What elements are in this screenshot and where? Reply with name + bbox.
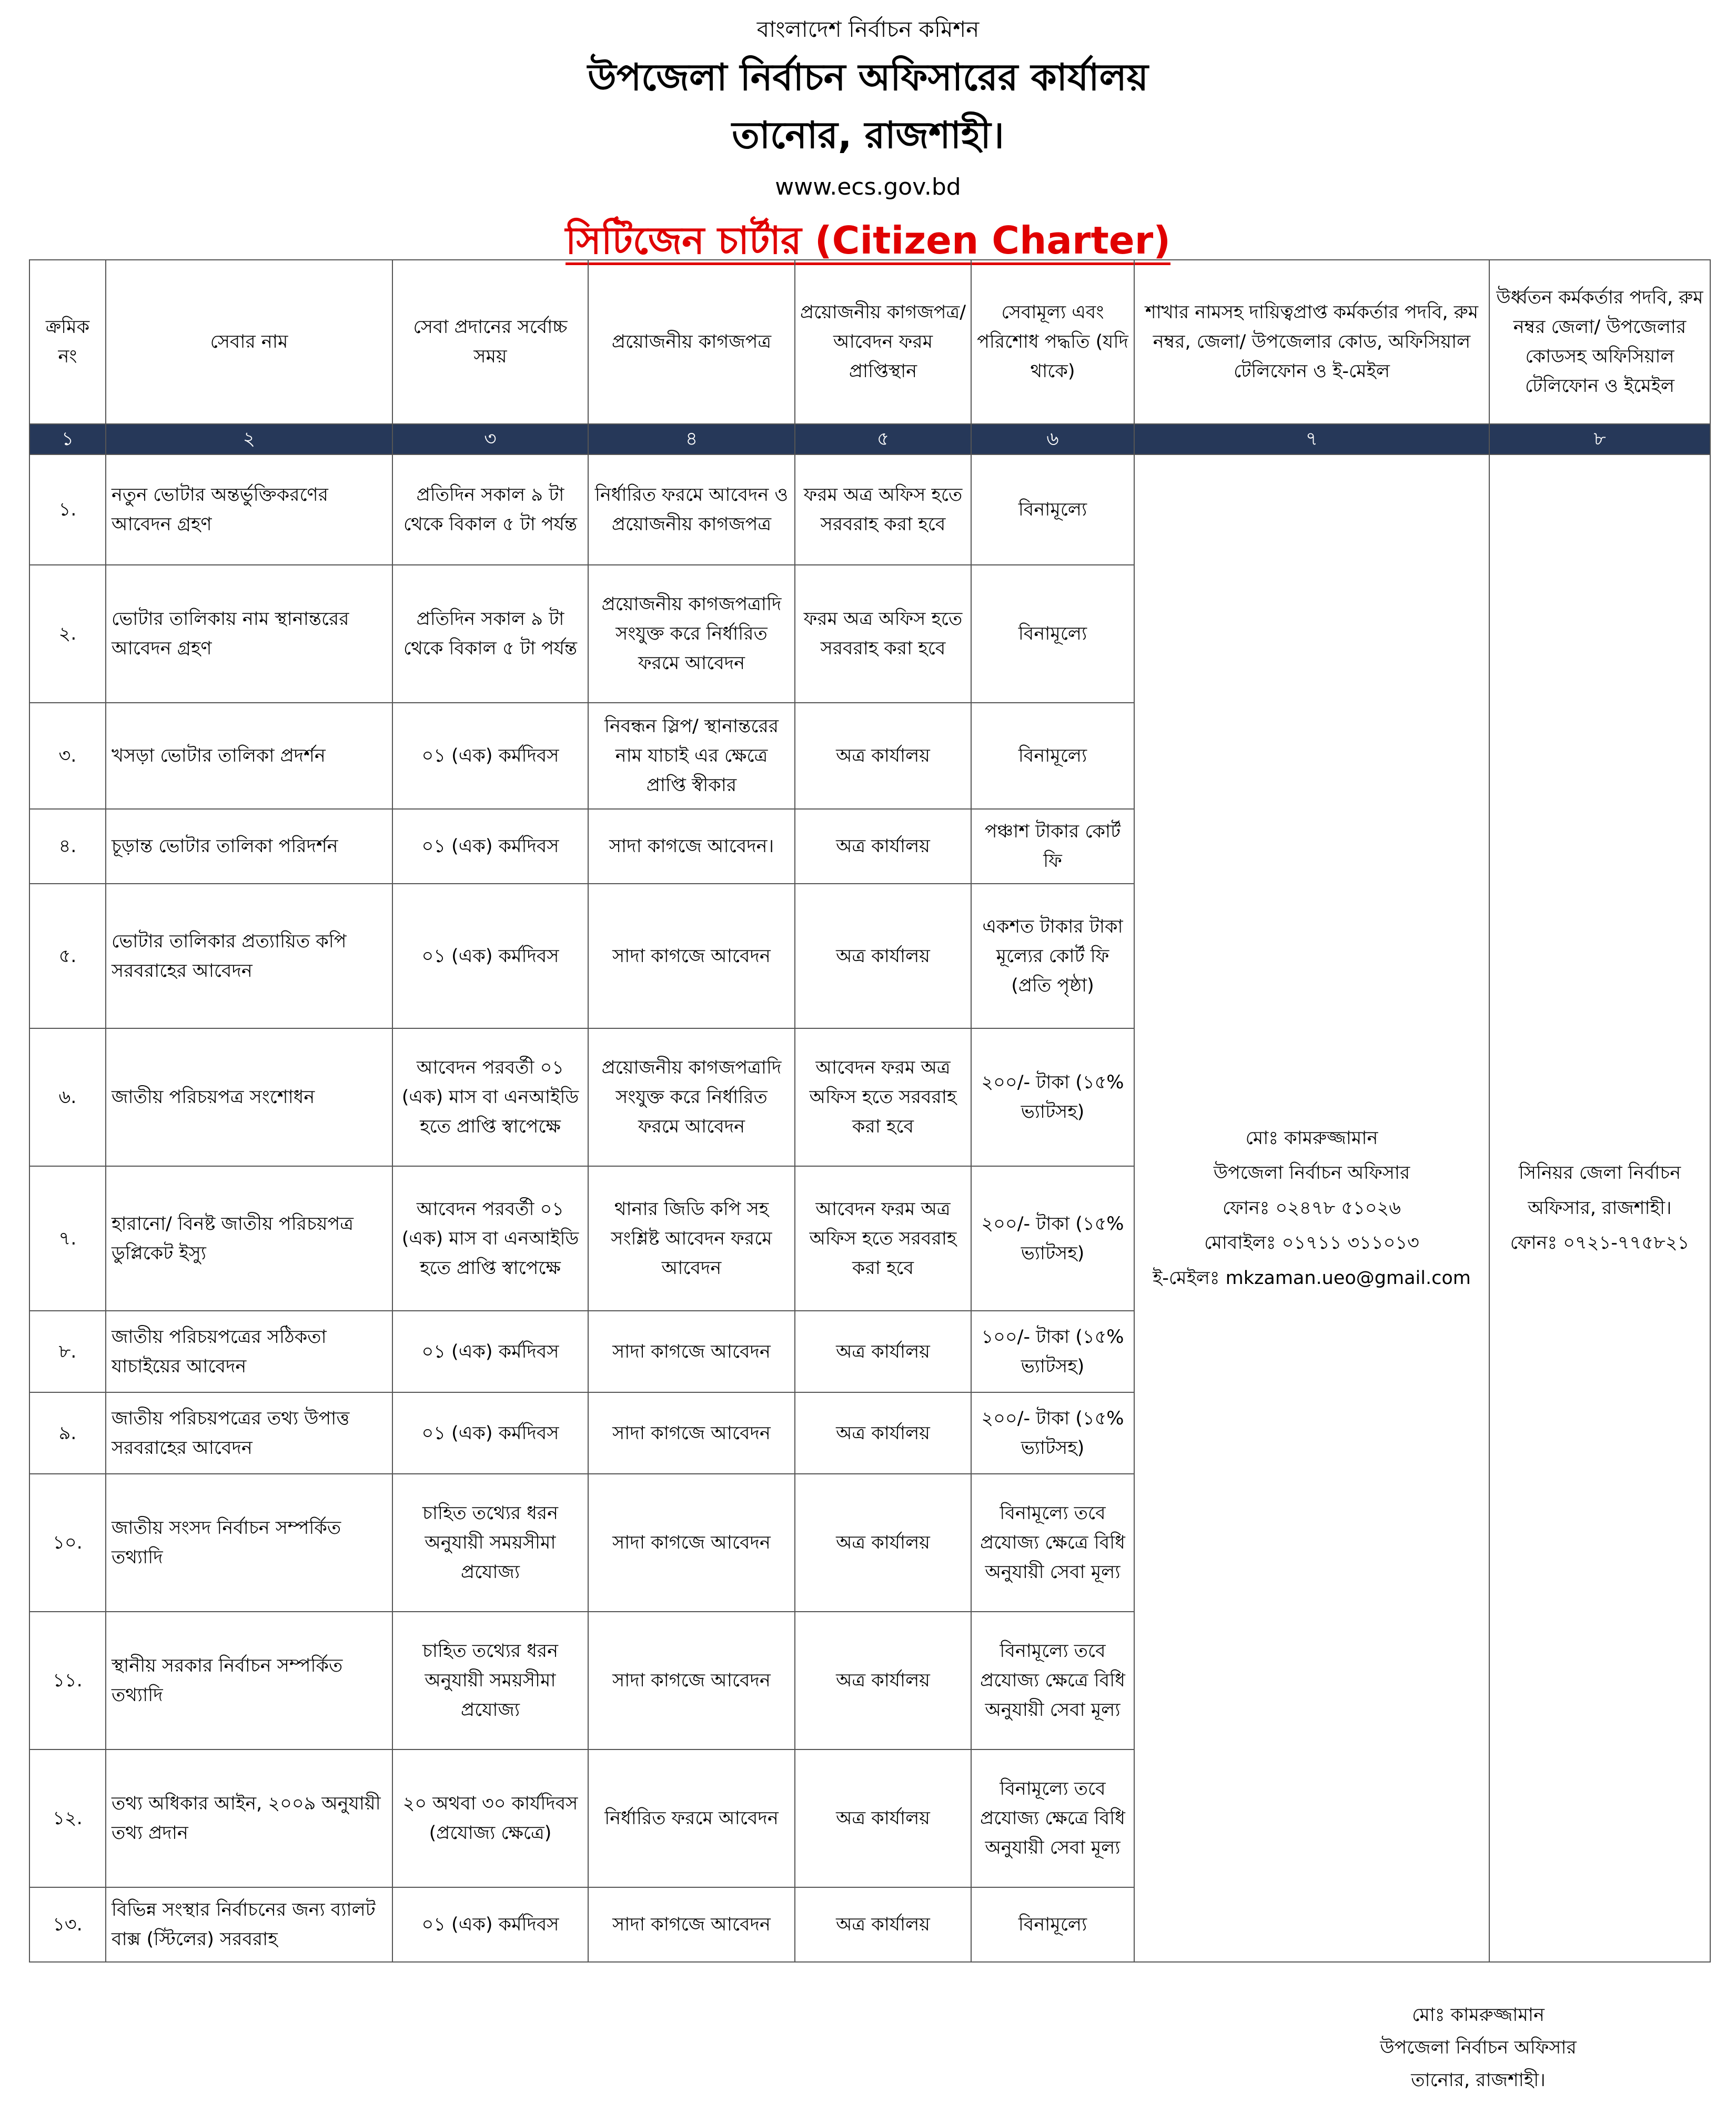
superior-designation: সিনিয়র জেলা নির্বাচন অফিসার, রাজশাহী। bbox=[1518, 1162, 1681, 1219]
row-max-time: চাহিত তথ্যের ধরন অনুযায়ী সময়সীমা প্রযোজ্য bbox=[392, 1474, 588, 1612]
row-form-source: অত্র কার্যালয় bbox=[795, 1392, 971, 1474]
row-form-source: আবেদন ফরম অত্র অফিস হতে সরবরাহ করা হবে bbox=[795, 1166, 971, 1311]
row-fee: বিনামূল্যে bbox=[971, 1887, 1134, 1962]
row-service-name: খসড়া ভোটার তালিকা প্রদর্শন bbox=[106, 703, 392, 809]
row-required-docs: নির্ধারিত ফরমে আবেদন ও প্রয়োজনীয় কাগজপত্র bbox=[588, 454, 795, 565]
charter-table-body bbox=[29, 454, 1710, 1962]
col-header-serial: ক্রমিক নং bbox=[29, 260, 106, 424]
row-required-docs: থানার জিডি কপি সহ সংশ্লিষ্ট আবেদন ফরমে আবেদন bbox=[588, 1166, 795, 1311]
row-max-time: ০১ (এক) কর্মদিবস bbox=[392, 809, 588, 884]
row-form-source: অত্র কার্যালয় bbox=[795, 809, 971, 884]
row-form-source: অত্র কার্যালয় bbox=[795, 1749, 971, 1887]
row-form-source: আবেদন ফরম অত্র অফিস হতে সরবরাহ করা হবে bbox=[795, 1028, 971, 1166]
col-header-required-docs: প্রয়োজনীয় কাগজপত্র bbox=[588, 260, 795, 424]
row-max-time: ০১ (এক) কর্মদিবস bbox=[392, 1311, 588, 1392]
row-max-time: প্রতিদিন সকাল ৯ টা থেকে বিকাল ৫ টা পর্যন্ত bbox=[392, 565, 588, 703]
col-number: ২ bbox=[106, 424, 392, 454]
row-service-name: বিভিন্ন সংস্থার নির্বাচনের জন্য ব্যালট বাক্স (স্টিলের) সরবরাহ bbox=[106, 1887, 392, 1962]
charter-title-text: সিটিজেন চার্টার (Citizen Charter) bbox=[566, 218, 1170, 265]
office-location: তানোর, রাজশাহী। bbox=[732, 114, 1004, 157]
superior-phone: ফোনঃ ০৭২১-৭৭৫৮২১ bbox=[1510, 1232, 1690, 1254]
row-max-time: ২০ অথবা ৩০ কার্যদিবস (প্রযোজ্য ক্ষেত্রে) bbox=[392, 1749, 588, 1887]
row-fee: বিনামূল্যে তবে প্রযোজ্য ক্ষেত্রে বিধি অনুযায়ী সেবা মূল্য bbox=[971, 1749, 1134, 1887]
col-number: ৭ bbox=[1134, 424, 1489, 454]
col-number: ৩ bbox=[392, 424, 588, 454]
col-header-max-time: সেবা প্রদানের সর্বোচ্চ সময় bbox=[392, 260, 588, 424]
officer-mobile: মোবাইলঃ ০১৭১১ ৩১১০১৩ bbox=[1204, 1232, 1419, 1254]
row-service-name: স্থানীয় সরকার নির্বাচন সম্পর্কিত তথ্যাদি bbox=[106, 1612, 392, 1749]
row-max-time: আবেদন পরবর্তী ০১ (এক) মাস বা এনআইডি হতে প্রাপ্তি স্বাপেক্ষে bbox=[392, 1166, 588, 1311]
row-max-time: ০১ (এক) কর্মদিবস bbox=[392, 1887, 588, 1962]
row-required-docs: সাদা কাগজে আবেদন bbox=[588, 1392, 795, 1474]
row-serial: ৩. bbox=[29, 703, 106, 809]
row-required-docs: নিবন্ধন স্লিপ/ স্থানান্তরের নাম যাচাই এর ক্ষেত্রে প্রাপ্তি স্বীকার bbox=[588, 703, 795, 809]
responsible-officer-cell bbox=[1134, 454, 1489, 1962]
row-serial: ৬. bbox=[29, 1028, 106, 1166]
organization-name: বাংলাদেশ নির্বাচন কমিশন bbox=[756, 16, 980, 42]
officer-email[interactable]: ই-মেইলঃ mkzaman.ueo@gmail.com bbox=[1153, 1267, 1471, 1289]
row-max-time: ০১ (এক) কর্মদিবস bbox=[392, 703, 588, 809]
row-service-name: জাতীয় পরিচয়পত্রের তথ্য উপাত্ত সরবরাহের আবেদন bbox=[106, 1392, 392, 1474]
officer-name: মোঃ কামরুজ্জামান bbox=[1245, 1127, 1378, 1149]
row-fee: বিনামূল্যে তবে প্রযোজ্য ক্ষেত্রে বিধি অনুযায়ী সেবা মূল্য bbox=[971, 1474, 1134, 1612]
row-required-docs: নির্ধারিত ফরমে আবেদন bbox=[588, 1749, 795, 1887]
row-service-name: জাতীয় সংসদ নির্বাচন সম্পর্কিত তথ্যাদি bbox=[106, 1474, 392, 1612]
col-header-form-source: প্রয়োজনীয় কাগজপত্র/ আবেদন ফরম প্রাপ্তিস্থান bbox=[795, 260, 971, 424]
row-service-name: ভোটার তালিকার প্রত্যায়িত কপি সরবরাহের আবেদন bbox=[106, 884, 392, 1028]
row-form-source: অত্র কার্যালয় bbox=[795, 703, 971, 809]
row-fee: ১০০/- টাকা (১৫% ভ্যাটসহ) bbox=[971, 1311, 1134, 1392]
row-required-docs: সাদা কাগজে আবেদন bbox=[588, 1612, 795, 1749]
row-serial: ১০. bbox=[29, 1474, 106, 1612]
row-form-source: ফরম অত্র অফিস হতে সরবরাহ করা হবে bbox=[795, 454, 971, 565]
row-service-name: ভোটার তালিকায় নাম স্থানান্তরের আবেদন গ্রহণ bbox=[106, 565, 392, 703]
officer-phone: ফোনঃ ০২৪৭৮ ৫১০২৬ bbox=[1222, 1197, 1401, 1219]
col-header-superior: উর্ধ্বতন কর্মকর্তার পদবি, রুম নম্বর জেলা/ উপজেলার কোডসহ অফিসিয়াল টেলিফোন ও ইমেইল bbox=[1489, 260, 1710, 424]
row-required-docs: প্রয়োজনীয় কাগজপত্রাদি সংযুক্ত করে নির্ধারিত ফরমে আবেদন bbox=[588, 1028, 795, 1166]
row-max-time: ০১ (এক) কর্মদিবস bbox=[392, 884, 588, 1028]
row-required-docs: সাদা কাগজে আবেদন bbox=[588, 1311, 795, 1392]
row-service-name: তথ্য অধিকার আইন, ২০০৯ অনুযায়ী তথ্য প্রদান bbox=[106, 1749, 392, 1887]
row-form-source: অত্র কার্যালয় bbox=[795, 1311, 971, 1392]
row-required-docs: সাদা কাগজে আবেদন bbox=[588, 1474, 795, 1612]
col-number: ১ bbox=[29, 424, 106, 454]
row-fee: একশত টাকার টাকা মূল্যের কোর্ট ফি (প্রতি পৃষ্ঠা) bbox=[971, 884, 1134, 1028]
row-serial: ১. bbox=[29, 454, 106, 565]
row-form-source: ফরম অত্র অফিস হতে সরবরাহ করা হবে bbox=[795, 565, 971, 703]
row-required-docs: প্রয়োজনীয় কাগজপত্রাদি সংযুক্ত করে নির্ধারিত ফরমে আবেদন bbox=[588, 565, 795, 703]
row-service-name: চূড়ান্ত ভোটার তালিকা পরিদর্শন bbox=[106, 809, 392, 884]
row-serial: ৯. bbox=[29, 1392, 106, 1474]
officer-designation: উপজেলা নির্বাচন অফিসার bbox=[1213, 1162, 1410, 1184]
row-serial: ৪. bbox=[29, 809, 106, 884]
row-service-name: জাতীয় পরিচয়পত্রের সঠিকতা যাচাইয়ের আবেদন bbox=[106, 1311, 392, 1392]
row-service-name: নতুন ভোটার অন্তর্ভুক্তিকরণের আবেদন গ্রহণ bbox=[106, 454, 392, 565]
row-max-time: চাহিত তথ্যের ধরন অনুযায়ী সময়সীমা প্রযোজ্য bbox=[392, 1612, 588, 1749]
row-max-time: আবেদন পরবর্তী ০১ (এক) মাস বা এনআইডি হতে প্রাপ্তি স্বাপেক্ষে bbox=[392, 1028, 588, 1166]
row-max-time: প্রতিদিন সকাল ৯ টা থেকে বিকাল ৫ টা পর্যন্ত bbox=[392, 454, 588, 565]
col-number: ৮ bbox=[1489, 424, 1710, 454]
row-form-source: অত্র কার্যালয় bbox=[795, 1887, 971, 1962]
row-required-docs: সাদা কাগজে আবেদন। bbox=[588, 809, 795, 884]
row-fee: বিনামূল্যে bbox=[971, 454, 1134, 565]
row-serial: ১২. bbox=[29, 1749, 106, 1887]
row-form-source: অত্র কার্যালয় bbox=[795, 884, 971, 1028]
signature-designation: উপজেলা নির্বাচন অফিসার bbox=[1380, 2037, 1577, 2058]
col-number: ৪ bbox=[588, 424, 795, 454]
row-serial: ২. bbox=[29, 565, 106, 703]
row-fee: বিনামূল্যে bbox=[971, 703, 1134, 809]
row-fee: ২০০/- টাকা (১৫% ভ্যাটসহ) bbox=[971, 1166, 1134, 1311]
signature-name: মোঃ কামরুজ্জামান bbox=[1412, 2005, 1545, 2026]
col-number: ৫ bbox=[795, 424, 971, 454]
row-max-time: ০১ (এক) কর্মদিবস bbox=[392, 1392, 588, 1474]
row-serial: ৭. bbox=[29, 1166, 106, 1311]
row-fee: ২০০/- টাকা (১৫% ভ্যাটসহ) bbox=[971, 1028, 1134, 1166]
row-required-docs: সাদা কাগজে আবেদন bbox=[588, 884, 795, 1028]
column-header-row bbox=[29, 260, 1710, 424]
row-form-source: অত্র কার্যালয় bbox=[795, 1612, 971, 1749]
signature-block bbox=[1347, 1999, 1610, 2097]
col-number: ৬ bbox=[971, 424, 1134, 454]
citizen-charter-table bbox=[29, 259, 1711, 1963]
row-fee: বিনামূল্যে তবে প্রযোজ্য ক্ষেত্রে বিধি অনুযায়ী সেবা মূল্য bbox=[971, 1612, 1134, 1749]
row-fee: ২০০/- টাকা (১৫% ভ্যাটসহ) bbox=[971, 1392, 1134, 1474]
column-number-row bbox=[29, 424, 1710, 454]
table-row bbox=[29, 454, 1710, 565]
row-service-name: জাতীয় পরিচয়পত্র সংশোধন bbox=[106, 1028, 392, 1166]
col-header-fee: সেবামূল্য এবং পরিশোধ পদ্ধতি (যদি থাকে) bbox=[971, 260, 1134, 424]
row-serial: ১৩. bbox=[29, 1887, 106, 1962]
row-serial: ৫. bbox=[29, 884, 106, 1028]
row-fee: বিনামূল্যে bbox=[971, 565, 1134, 703]
superior-officer-cell bbox=[1489, 454, 1710, 1962]
row-serial: ১১. bbox=[29, 1612, 106, 1749]
col-header-service-name: সেবার নাম bbox=[106, 260, 392, 424]
row-form-source: অত্র কার্যালয় bbox=[795, 1474, 971, 1612]
col-header-officer: শাখার নামসহ দায়িত্বপ্রাপ্ত কর্মকর্তার পদবি, রুম নম্বর, জেলা/ উপজেলার কোড, অফিসিয়াল টেলিফোন ও ই-মেইল bbox=[1134, 260, 1489, 424]
row-fee: পঞ্চাশ টাকার কোর্ট ফি bbox=[971, 809, 1134, 884]
document-header bbox=[0, 11, 1736, 269]
row-required-docs: সাদা কাগজে আবেদন bbox=[588, 1887, 795, 1962]
website-link[interactable]: www.ecs.gov.bd bbox=[775, 174, 961, 200]
signature-place: তানোর, রাজশাহী। bbox=[1411, 2070, 1546, 2091]
row-serial: ৮. bbox=[29, 1311, 106, 1392]
office-name: উপজেলা নির্বাচন অফিসারের কার্যালয় bbox=[588, 56, 1148, 99]
row-service-name: হারানো/ বিনষ্ট জাতীয় পরিচয়পত্র ডুপ্লিকেট ইস্যু bbox=[106, 1166, 392, 1311]
